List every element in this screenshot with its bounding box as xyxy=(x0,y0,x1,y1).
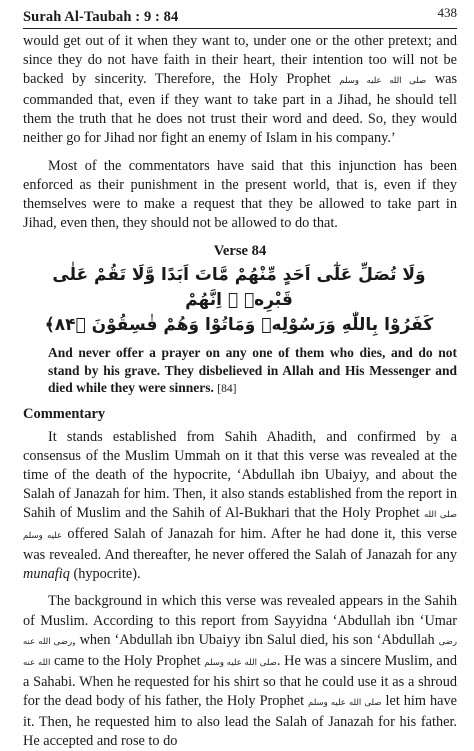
salutation-companion: رضى الله عنه xyxy=(23,636,73,647)
text-run: The background in which this verse was revealed appears in the Sahih of Muslim. According to this report from Sayyidna ‘Abdullah ibn ‘Umar xyxy=(23,593,457,629)
text-run: (hypocrite). xyxy=(69,566,141,583)
verse-translation xyxy=(48,344,457,399)
salutation-prophet: صلى الله عليه وسلم xyxy=(308,697,382,708)
verse-arabic-line-2: كَفَرُوْا بِاللّٰهِ وَرَسُوْلِهٖ وَمَاتُوْا وَهُمْ فٰسِقُوْنَ ﴿۸۴﴾ xyxy=(44,314,434,335)
text-run: came to the Holy Prophet xyxy=(50,652,205,669)
salutation-companion: رضى الله عنه xyxy=(23,636,458,668)
running-title: Surah Al-Taubah : 9 : 84 xyxy=(23,9,179,25)
page-number: 438 xyxy=(437,5,457,20)
text-run: It stands established from Sahih Ahadith, and confirmed by a consensus of the Muslim Ummah on it that this verse was revealed at the time of the death of the hypocrite, ‘Abdullah ibn Ubaiyy, and about the Salah of Janazah for him. Then, it also stands established from the report in Sahih of Muslim and the Sahih of Al-Bukhari that the Holy Prophet xyxy=(23,428,457,522)
text-run: , when ‘Abdullah ibn Ubaiyy ibn Salul died, his son ‘Abdullah xyxy=(72,631,439,648)
header-rule xyxy=(23,28,457,29)
verse-title: Verse 84 xyxy=(213,242,267,259)
text-run: was commanded that, even if they want to take part in a Jihad, he should tell them the truth that he does not trust their word and deed. So, they would neither go for Jihad nor fight an enemy of Islam in his company.’ xyxy=(23,71,458,147)
intro-paragraph-2: Most of the commentators have said that this injunction has been enforced as their punishment in the present world, that is, even if they themselves were to make a request that they be allowed to take part in Jihad, even then, they should not be allowed to do that. xyxy=(23,157,457,231)
commentary-paragraph-2 xyxy=(23,592,457,751)
translation-text: And never offer a prayer on any one of them who dies, and do not stand by his grave. They disbelieved in Allah and His Messenger and died while they were sinners. xyxy=(48,344,457,396)
verse-reference: [84] xyxy=(217,383,237,396)
salutation-prophet: صلى الله عليه وسلم xyxy=(339,76,427,87)
verse-arabic-line-1: وَلَا تُصَلِّ عَلٰٓى اَحَدٍ مِّنْهُمْ مَّاتَ اَبَدًا وَّلَا تَقُمْ عَلٰى قَبْرِهٖ ۭ اِنَّهُمْ xyxy=(52,264,426,310)
text-run: would get out of it when they want to, under one or the other pretext; and since they do not have faith in their heart, their intention too will not be backed by sincerity. Therefore, the Holy Prophet xyxy=(23,33,457,88)
verse-arabic xyxy=(31,263,447,338)
text-run: . He was a sincere Muslim, and a Sahabi. When he requested for his shirt so that he could use it as a shroud for the dead body of his father, the Holy Prophet xyxy=(23,652,458,709)
commentary-heading: Commentary xyxy=(23,405,106,422)
italic-term: munafiq xyxy=(23,566,70,583)
commentary-paragraph-1 xyxy=(23,428,457,585)
salutation-prophet: صلى الله عليه وسلم xyxy=(204,657,277,668)
page-header xyxy=(23,0,457,30)
text-run: offered Salah of Janazah for him. After he had done it, this verse was revealed. And thereafter, he never offered the Salah of Janazah for any xyxy=(23,526,457,564)
intro-paragraph-1 xyxy=(23,32,457,149)
salutation-prophet: صلى الله عليه وسلم xyxy=(23,510,457,542)
text-run: let him have it. Then, he requested him to also lead the Salah of Janazah for his father. He accepted and rose to do xyxy=(23,692,457,750)
